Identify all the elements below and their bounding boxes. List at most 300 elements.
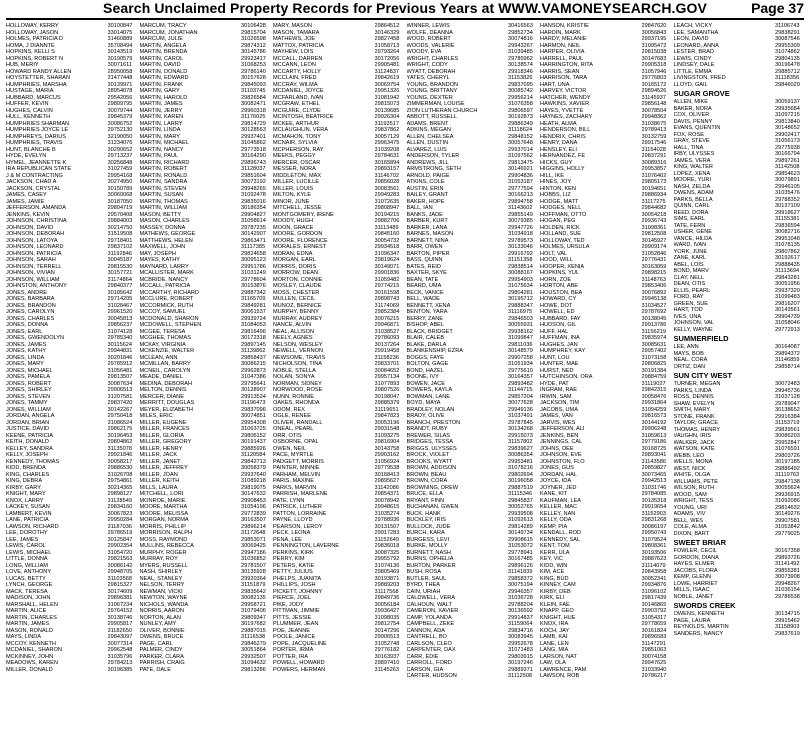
- property-id: 31119763: [775, 472, 800, 478]
- owner-name: NOBLE, JANET: [673, 593, 714, 600]
- property-id: 31151879: [241, 582, 266, 588]
- owner-name: BLANKENSHIP, EZRA: [406, 348, 463, 354]
- property-id: 31076358: [508, 101, 533, 107]
- owner-name: JOHNSON, SARAH: [6, 257, 56, 263]
- property-id: 29937014: [508, 146, 533, 153]
- property-id: 29819075: [241, 484, 266, 491]
- owner-name: PARKS, BELLA: [673, 196, 713, 203]
- property-id: 31165709: [241, 296, 266, 302]
- owner-name: OLIVER, RANDALL: [273, 419, 323, 426]
- property-id: 31141492: [775, 561, 800, 567]
- owner-name: HUMPHRIES, MARSHA: [6, 81, 67, 88]
- property-id: 29858437: [241, 354, 266, 361]
- property-id: 29772839: [241, 510, 266, 517]
- property-id: 29786538: [775, 593, 800, 600]
- property-id: 30045187: [107, 257, 133, 263]
- property-id: 31054196: [241, 504, 266, 510]
- owner-name: BRIDGES, TESSA: [406, 439, 454, 445]
- property-id: 31035274: [374, 510, 400, 517]
- owner-name: BATES, REID: [406, 263, 441, 270]
- property-id: 30187050: [107, 198, 133, 205]
- owner-name: BOND, MARV: [673, 268, 709, 274]
- property-id: 29916384: [775, 413, 800, 420]
- property-id: 29948265: [241, 185, 266, 192]
- property-id: 31095472: [641, 42, 667, 49]
- owner-name: LAMBERT, KEVIN: [6, 510, 52, 517]
- property-id: 30172318: [241, 335, 266, 341]
- property-id: 29779025: [775, 530, 800, 537]
- property-id: 29846029: [775, 81, 800, 88]
- property-id: 30125847: [107, 536, 133, 543]
- property-id: 30142907: [241, 231, 266, 237]
- owner-name: BURTON, PARKER: [406, 562, 456, 569]
- owner-name: HUMPHRIES JOYCE LE: [6, 127, 69, 133]
- owner-name: POPE, JACQUELINE: [273, 640, 327, 647]
- owner-name: ORTIZ, DAN: [673, 363, 706, 370]
- owner-name: MORRIS, DORIS: [273, 263, 317, 270]
- owner-name: MCDANIEL, JOYCE: [273, 88, 324, 94]
- owner-name: MCCANN, LEON: [273, 62, 316, 68]
- owner-name: BOWMAN, LANE: [406, 393, 451, 400]
- owner-name: MILLER, DONALD: [6, 666, 53, 673]
- owner-name: JOHNSTON, FLO: [540, 458, 585, 465]
- property-id: 30148579: [508, 348, 533, 354]
- owner-name: NEAL, CORA: [673, 357, 708, 363]
- column-2: [137, 23, 271, 733]
- owner-name: ZIMMERMAN, LOUISE: [406, 101, 465, 107]
- owner-name: MURPHY, BENNY: [273, 309, 319, 315]
- property-id: 31089218: [241, 478, 266, 484]
- owner-name: KERR, ULA: [540, 549, 570, 556]
- owner-name: JOYCE, IDA: [540, 478, 572, 484]
- property-id: 30149276: [775, 511, 800, 517]
- property-id: 30075194: [508, 582, 533, 588]
- property-id: 31119651: [374, 406, 399, 413]
- owner-name: MILLER, JANET: [139, 458, 181, 465]
- owner-name: MIDDLETON, MAX: [273, 172, 322, 179]
- owner-name: PORTER, IRMA: [273, 647, 314, 653]
- property-id: 30194215: [374, 211, 400, 218]
- property-id: 29840377: [107, 283, 133, 289]
- property-id: 29885379: [374, 400, 400, 406]
- owner-name: MCGRAW, ETHEL: [273, 101, 320, 107]
- property-id: 30135928: [241, 569, 266, 575]
- property-id: 29864512: [374, 23, 400, 29]
- property-id: 31114079: [641, 562, 666, 569]
- property-id: 29787692: [641, 309, 667, 315]
- property-id: 29962873: [241, 367, 266, 374]
- owner-name: JONES, CHARLES: [6, 315, 55, 322]
- list-item: [407, 673, 535, 680]
- owner-name: JONES, GWENDOLYN: [6, 335, 65, 341]
- property-id: 30052341: [641, 575, 667, 582]
- owner-name: KNOX, LARRY: [6, 497, 44, 504]
- owner-name: MCLEAN, ANN: [139, 354, 178, 361]
- property-id: 31031746: [641, 484, 667, 491]
- property-id: 32190050: [107, 133, 133, 140]
- property-id: 30166213: [508, 192, 533, 198]
- owner-name: BROWN, ADDISON: [406, 465, 457, 471]
- property-id: 30089316: [641, 159, 667, 166]
- owner-name: MERCER, OSCAR: [273, 159, 321, 166]
- property-id: 30145927: [641, 237, 667, 244]
- owner-name: HODGE, MATT: [540, 198, 579, 205]
- property-id: 30051864: [241, 647, 266, 653]
- owner-name: ADKINS, MEGAN: [406, 127, 451, 133]
- owner-name: SMITH, MARY: [673, 407, 711, 413]
- owner-name: PAYNE, LLOYD: [273, 517, 313, 523]
- owner-name: PATE, DALE: [139, 666, 171, 673]
- owner-name: HARRIS, SEAN: [540, 68, 580, 75]
- property-id: 31207581: [107, 393, 133, 400]
- property-id: 29788204: [508, 601, 533, 608]
- owner-name: MARTIN, FRANK: [139, 81, 183, 88]
- owner-name: PENNINGTON, LAVERNE: [273, 543, 339, 549]
- property-id: 30134715: [775, 611, 800, 617]
- property-id: 29926304: [374, 114, 400, 120]
- property-id: 29909174: [641, 244, 667, 250]
- property-id: 31038675: [641, 120, 667, 127]
- owner-name: JOHNSON, DAVID: [6, 224, 54, 231]
- property-id: 31027459: [107, 166, 133, 172]
- owner-name: MILTON, KYLE: [273, 192, 312, 198]
- property-id: 29853071: [241, 536, 266, 543]
- owner-name: HUBBARD, MARCUS: [6, 94, 61, 101]
- owner-name: KLEIN, FAE: [540, 601, 570, 608]
- owner-name: MEEKS, PEGGY: [273, 153, 316, 159]
- property-id: 29855381: [775, 567, 800, 574]
- owner-name: BISHOP, ABEL: [406, 322, 445, 328]
- owner-name: JOHNSON, TERRELL: [6, 263, 62, 270]
- property-id: 30051956: [775, 281, 800, 287]
- owner-name: HUSTAGE, MARIA: [6, 88, 54, 94]
- property-id: 29923417: [241, 55, 266, 62]
- property-id: 30143561: [775, 307, 800, 313]
- property-id: 31116975: [508, 309, 533, 315]
- property-id: 30290652: [107, 146, 133, 153]
- property-id: 29787845: [508, 419, 533, 426]
- owner-name: HUDSON, GIL: [540, 322, 577, 328]
- owner-name: PAINTER, MINNIE: [273, 465, 320, 471]
- property-id: 29946105: [775, 183, 800, 190]
- property-id: 31068253: [241, 62, 266, 68]
- owner-name: DEAN, OTIS: [673, 281, 706, 287]
- owner-name: BRUCE, ELLA: [406, 491, 443, 497]
- owner-name: CAMPBELL, ZEKE: [406, 621, 455, 627]
- owner-name: MCKAY, VIRGINIA: [139, 341, 186, 348]
- owner-name: MEDINA, DEBORAH: [139, 380, 193, 387]
- owner-name: JENKINS, KEVIN: [6, 211, 50, 218]
- property-id: 29814632: [775, 504, 800, 511]
- owner-name: MORROW, DEAN: [273, 270, 319, 276]
- owner-name: LITTLE, EMMA: [673, 68, 712, 75]
- owner-name: BAKER, HOPE: [406, 198, 445, 205]
- property-id: 31142508: [775, 164, 800, 170]
- property-id: 30143758: [374, 445, 400, 452]
- property-id: 31519508: [107, 231, 133, 237]
- owner-name: CARROLL, FORD: [406, 660, 452, 666]
- property-id: 29884003: [107, 218, 133, 224]
- property-id: 31159064: [508, 621, 533, 627]
- property-id: 31094632: [241, 660, 266, 666]
- owner-name: IVES, UNA: [673, 313, 702, 320]
- owner-name: MCFARLAND, IVAN: [273, 94, 324, 101]
- owner-name: CLAY, NELL: [673, 274, 705, 281]
- owner-name: MONROE, MARIE: [139, 497, 186, 504]
- property-id: 30079385: [508, 218, 533, 224]
- owner-name: WOODY, EVA: [406, 49, 442, 55]
- property-id: 31098361: [641, 224, 667, 231]
- owner-name: YOUNG, BRANDON: [406, 81, 459, 88]
- property-id: 29795641: [241, 380, 266, 387]
- owner-name: BLAIR, CALEB: [406, 335, 445, 341]
- owner-name: MCBRIDE, NANCY: [139, 276, 188, 283]
- property-id: 30067823: [107, 510, 133, 517]
- property-id: 29915462: [775, 617, 800, 624]
- owner-name: JOHNSON, VIVIAN: [6, 270, 55, 276]
- owner-name: HARRISON, TARA: [540, 75, 588, 81]
- property-id: 31038527: [374, 328, 400, 335]
- property-id: 30054732: [374, 237, 400, 244]
- property-id: 30115624: [107, 341, 132, 348]
- owner-name: MORGAN, EARL: [273, 257, 316, 263]
- property-id: 29842713: [241, 458, 266, 465]
- property-id: 31067234: [107, 601, 133, 608]
- owner-name: MASON, TAMARA: [273, 29, 320, 36]
- property-id: 29835642: [241, 588, 266, 595]
- owner-name: MARTIN, PAUL: [139, 153, 179, 159]
- property-id: 29804862: [107, 439, 133, 445]
- property-id: 30087546: [775, 36, 800, 42]
- property-id: 31099847: [508, 335, 533, 341]
- property-id: 31176025: [241, 114, 266, 120]
- property-id: 29936427: [374, 608, 400, 614]
- property-id: 31033940: [641, 666, 667, 673]
- property-id: 29898743: [374, 296, 400, 302]
- owner-name: PALMER, CINDY: [139, 647, 183, 653]
- owner-name: MARTIN, DAVID: [139, 62, 181, 68]
- property-id: 31153826: [508, 75, 533, 81]
- owner-name: LANE, LEN: [540, 640, 569, 647]
- property-id: 29752130: [107, 127, 133, 133]
- owner-name: MORALES, ERNEST: [273, 244, 327, 250]
- property-id: 31112508: [508, 673, 533, 679]
- column-3: [270, 23, 404, 733]
- owner-name: ABEL, LOIS: [673, 261, 704, 268]
- owner-name: MAYS, BOB: [673, 350, 704, 357]
- owner-name: MCCOY, KENNETH: [6, 640, 56, 647]
- owner-name: FORD, RAY: [673, 294, 704, 300]
- owner-name: KELLEY, NAN: [540, 510, 576, 517]
- property-id: 29888347: [508, 302, 533, 309]
- owner-name: MORTON, CONNIE: [273, 276, 323, 283]
- owner-name: MCGHEE, THOMAS: [139, 335, 191, 341]
- owner-name: KEMP, GLENN: [673, 574, 712, 580]
- owner-name: NANCE, ALVIN: [273, 322, 312, 328]
- owner-name: HOWARD RANDY ALLEN: [6, 68, 72, 75]
- property-id: 29854623: [775, 170, 800, 177]
- property-id: 29853406: [641, 283, 667, 289]
- owner-name: BREWER, SILAS: [406, 432, 451, 439]
- property-id: 31026708: [107, 471, 133, 478]
- property-id: 31145937: [641, 94, 666, 101]
- property-id: 30147632: [241, 491, 266, 497]
- owner-name: JACKSON, TIM: [540, 400, 580, 406]
- property-id: 29935684: [775, 105, 800, 112]
- owner-name: YORK, JUNE: [673, 248, 708, 255]
- owner-name: MORGAN, NORMA: [139, 517, 189, 523]
- owner-name: HUGHES, CALVIN: [6, 107, 53, 114]
- property-id: 29785912: [107, 361, 133, 367]
- owner-name: MERCER, DIANE: [139, 393, 184, 400]
- property-id: 30052765: [508, 504, 533, 510]
- property-id: 31172648: [241, 530, 266, 536]
- owner-name: JENNINGS, CAL: [540, 439, 583, 445]
- property-id: 30060068: [107, 192, 133, 198]
- owner-name: MARTIN, SANDRA: [139, 179, 188, 185]
- owner-name: HYDE, PAT: [540, 380, 569, 387]
- property-id: 31078216: [508, 465, 533, 471]
- property-id: 29889371: [508, 666, 533, 673]
- owner-name: BENTON, YARA: [406, 309, 448, 315]
- property-id: 29858372: [508, 575, 533, 582]
- list-item: [674, 594, 802, 601]
- owner-name: MILLS, ISAAC: [673, 587, 710, 593]
- owner-name: KENDALL, ROD: [540, 530, 582, 536]
- owner-name: KIRK, ELI: [540, 595, 565, 601]
- owner-name: JACKSON, CRYSTAL: [6, 185, 61, 192]
- owner-name: WRIGHT, CODY: [406, 62, 448, 68]
- owner-name: BEAN, TATE: [406, 276, 439, 283]
- property-id: 31148763: [641, 276, 666, 283]
- property-id: 29837102: [107, 244, 133, 250]
- property-id: 31116538: [241, 634, 266, 640]
- property-id: 29856237: [107, 322, 133, 328]
- owner-name: BURNETT, NASH: [406, 549, 451, 556]
- owner-name: JOHNSON, LEONARD: [6, 244, 64, 250]
- city-heading: SUN CITY WEST: [673, 371, 733, 380]
- property-id: 31056924: [374, 458, 400, 465]
- property-id: 29845379: [107, 114, 133, 120]
- property-id: 29784085: [641, 491, 667, 497]
- property-id: 30193871: [374, 575, 400, 582]
- property-id: 29754861: [107, 478, 133, 484]
- property-id: 29916792: [508, 250, 533, 257]
- owner-name: JARVIS, WES: [540, 419, 576, 426]
- property-id: 29957402: [641, 348, 667, 354]
- owner-name: HUFFMAN, INA: [540, 335, 580, 341]
- owner-name: MILLER, FRANCES: [139, 426, 190, 432]
- property-id: 30095123: [241, 257, 266, 263]
- owner-name: MORAN, EDNA: [273, 250, 313, 257]
- owner-name: MAYS, LINDA: [6, 634, 42, 640]
- property-id: 29845837: [508, 497, 533, 504]
- property-id: 29802694: [508, 471, 533, 478]
- owner-name: MCNAIR, SYLVIA: [273, 140, 318, 146]
- owner-name: MARTIN, WILLIAM: [139, 205, 187, 211]
- owner-name: NOBLE, STELLA: [273, 367, 316, 374]
- property-id: 29815327: [107, 582, 133, 588]
- owner-name: HANSON, KRISTIE: [540, 23, 589, 29]
- owner-name: MEADE, DANIEL: [139, 374, 183, 380]
- owner-name: HILL, IKE: [540, 172, 564, 179]
- owner-name: MARTIN, ANGELA: [139, 42, 187, 49]
- owner-name: NEWELL, VERNON: [273, 348, 324, 354]
- property-id: 30087634: [107, 380, 133, 387]
- property-id: 29946871: [374, 322, 400, 328]
- property-id: 30146865: [641, 601, 667, 608]
- property-id: 29852384: [374, 309, 400, 315]
- property-id: 30214365: [107, 484, 133, 491]
- property-id: 29778604: [241, 276, 266, 283]
- owner-name: TAYLOR, GRACE: [673, 420, 719, 426]
- property-id: 30165172: [641, 81, 667, 88]
- property-id: 29854371: [374, 491, 400, 497]
- property-id: 31113694: [775, 268, 800, 274]
- listing-columns: [6, 23, 804, 733]
- owner-name: JAMES, CASEY: [6, 192, 47, 198]
- owner-name: HERNANDEZ, FE: [540, 153, 586, 159]
- column-4: [404, 23, 538, 733]
- owner-name: YOUNG, BRITTANY: [406, 88, 458, 94]
- owner-name: MARTIN, BRENDA: [139, 49, 188, 55]
- property-id: 30057648: [508, 140, 533, 146]
- owner-name: WILSON, RUTH: [673, 485, 715, 491]
- property-id: 30274950: [107, 179, 133, 185]
- property-id: 29947726: [508, 224, 533, 231]
- owner-name: HIGGINS, HOLLY: [540, 166, 585, 172]
- owner-name: MARTIN, DONALD: [139, 68, 188, 75]
- property-id: 30191437: [241, 439, 266, 445]
- property-id: 29939724: [241, 315, 266, 322]
- owner-name: MARTIN, LINDA: [139, 127, 181, 133]
- property-id: 29806152: [241, 432, 266, 439]
- property-id: 30198047: [374, 393, 400, 400]
- owner-name: JONES, TAMMY: [6, 400, 48, 406]
- property-id: 30157721: [107, 270, 133, 276]
- property-id: 29845093: [241, 81, 266, 88]
- property-id: 31084053: [241, 322, 266, 328]
- owner-name: MILLER, LUCILLE: [273, 179, 320, 185]
- owner-name: LYNCH, GEORGE: [6, 582, 53, 588]
- owner-name: IRA REPUBLICAN STATE: [6, 166, 72, 172]
- property-id: 29954903: [508, 276, 533, 283]
- property-id: 29812508: [641, 231, 667, 237]
- owner-name: JOHNSON, PATRICIA: [6, 250, 62, 257]
- property-id: 31143602: [508, 205, 533, 211]
- property-id: 29786217: [641, 673, 667, 679]
- owner-name: KELLER, MAC: [540, 504, 577, 510]
- property-id: 29542056: [107, 94, 133, 101]
- property-id: 29944831: [107, 348, 133, 354]
- property-id: 29847823: [374, 413, 400, 419]
- owner-name: JONES, MICHAEL: [6, 367, 53, 374]
- owner-name: PLUMMER, JEAN: [273, 621, 319, 627]
- owner-name: MCGUIRE, CLYDE: [273, 107, 321, 114]
- owner-name: LEE, JAMES: [6, 536, 39, 543]
- owner-name: ADAMS, BRENT: [406, 120, 449, 127]
- owner-name: EVANS, QUENTIN: [673, 125, 721, 131]
- property-id: 30138574: [508, 62, 533, 68]
- owner-name: BAKER, NORA: [673, 105, 712, 112]
- list-item: [674, 327, 802, 334]
- owner-name: KENT, TOM: [540, 543, 570, 549]
- property-id: 30149734: [508, 530, 533, 536]
- property-id: 29957134: [374, 374, 400, 380]
- property-id: 29806597: [508, 107, 533, 114]
- owner-name: ABBOTT, RUSSELL: [406, 114, 457, 120]
- property-id: 31117275: [641, 198, 666, 205]
